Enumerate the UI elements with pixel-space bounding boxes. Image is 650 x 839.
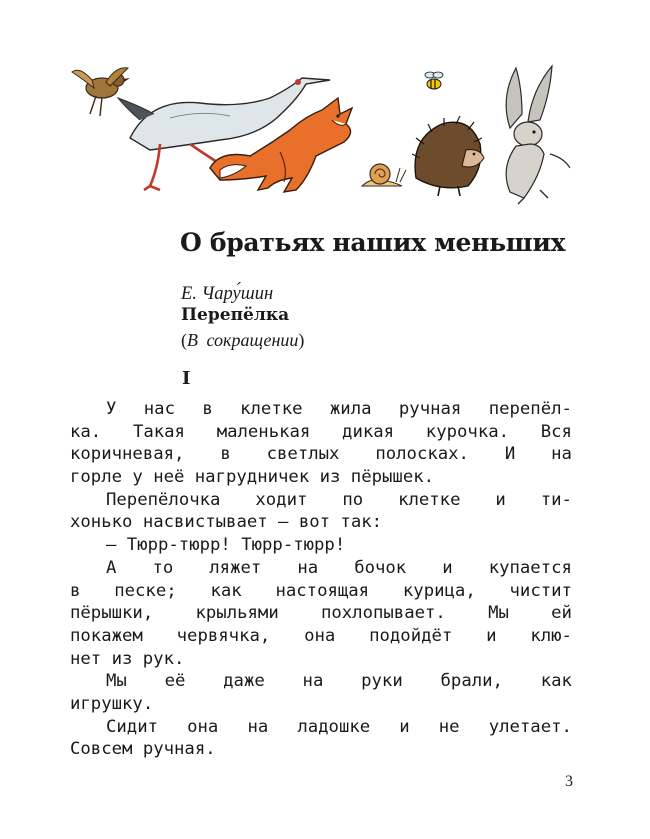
- text-line: хонько насвистывает — вот так:: [70, 512, 383, 533]
- text-line: ка. Такая маленькая дикая курочка. Вся: [70, 421, 572, 442]
- chapter-title: О братьях наших меньших: [180, 228, 566, 257]
- text-line: Совсем ручная.: [70, 739, 216, 760]
- text-line: пёрышки, крыльями похлопывает. Мы ей: [70, 603, 572, 624]
- hare-icon: [506, 66, 570, 204]
- animals-illustration: [70, 58, 580, 208]
- abridged-close-paren: ): [298, 330, 305, 350]
- text-line: нет из рук.: [70, 648, 185, 669]
- text-line: горле у неё нагрудничек из пёрышек.: [70, 467, 435, 488]
- text-line: А то ляжет на бочок и купается: [106, 557, 572, 578]
- abridged-text: В сокращении: [187, 330, 299, 350]
- bee-icon: [425, 72, 443, 89]
- page-number: 3: [565, 773, 573, 790]
- text-line: У нас в клетке жила ручная перепёл-: [106, 399, 572, 419]
- text-line: игрушку.: [70, 693, 154, 714]
- quail-icon: [72, 68, 130, 116]
- story-text: [70, 398, 572, 761]
- section-number: I: [182, 368, 191, 389]
- story-title: Перепёлка: [181, 305, 290, 325]
- text-line: коричневая, в светлых полосках. И на: [70, 444, 572, 465]
- text-line: Мы её даже на руки брали, как: [106, 671, 572, 692]
- text-line: в песке; как настоящая курица, чистит: [70, 580, 572, 601]
- abridged-note: [181, 330, 304, 351]
- text-line: покажем червячка, она подойдёт и клю-: [70, 625, 572, 646]
- snail-icon: [362, 164, 406, 186]
- author-name: Е. Чару́шин: [181, 284, 274, 304]
- text-line: Сидит она на ладошке и не улетает.: [106, 716, 572, 737]
- text-line: Перепёлочка ходит по клетке и ти-: [106, 489, 572, 510]
- hedgehog-icon: [412, 116, 484, 196]
- text-line: — Тюрр-тюрр! Тюрр-тюрр!: [106, 535, 346, 556]
- abridged-open-paren: (: [181, 330, 187, 350]
